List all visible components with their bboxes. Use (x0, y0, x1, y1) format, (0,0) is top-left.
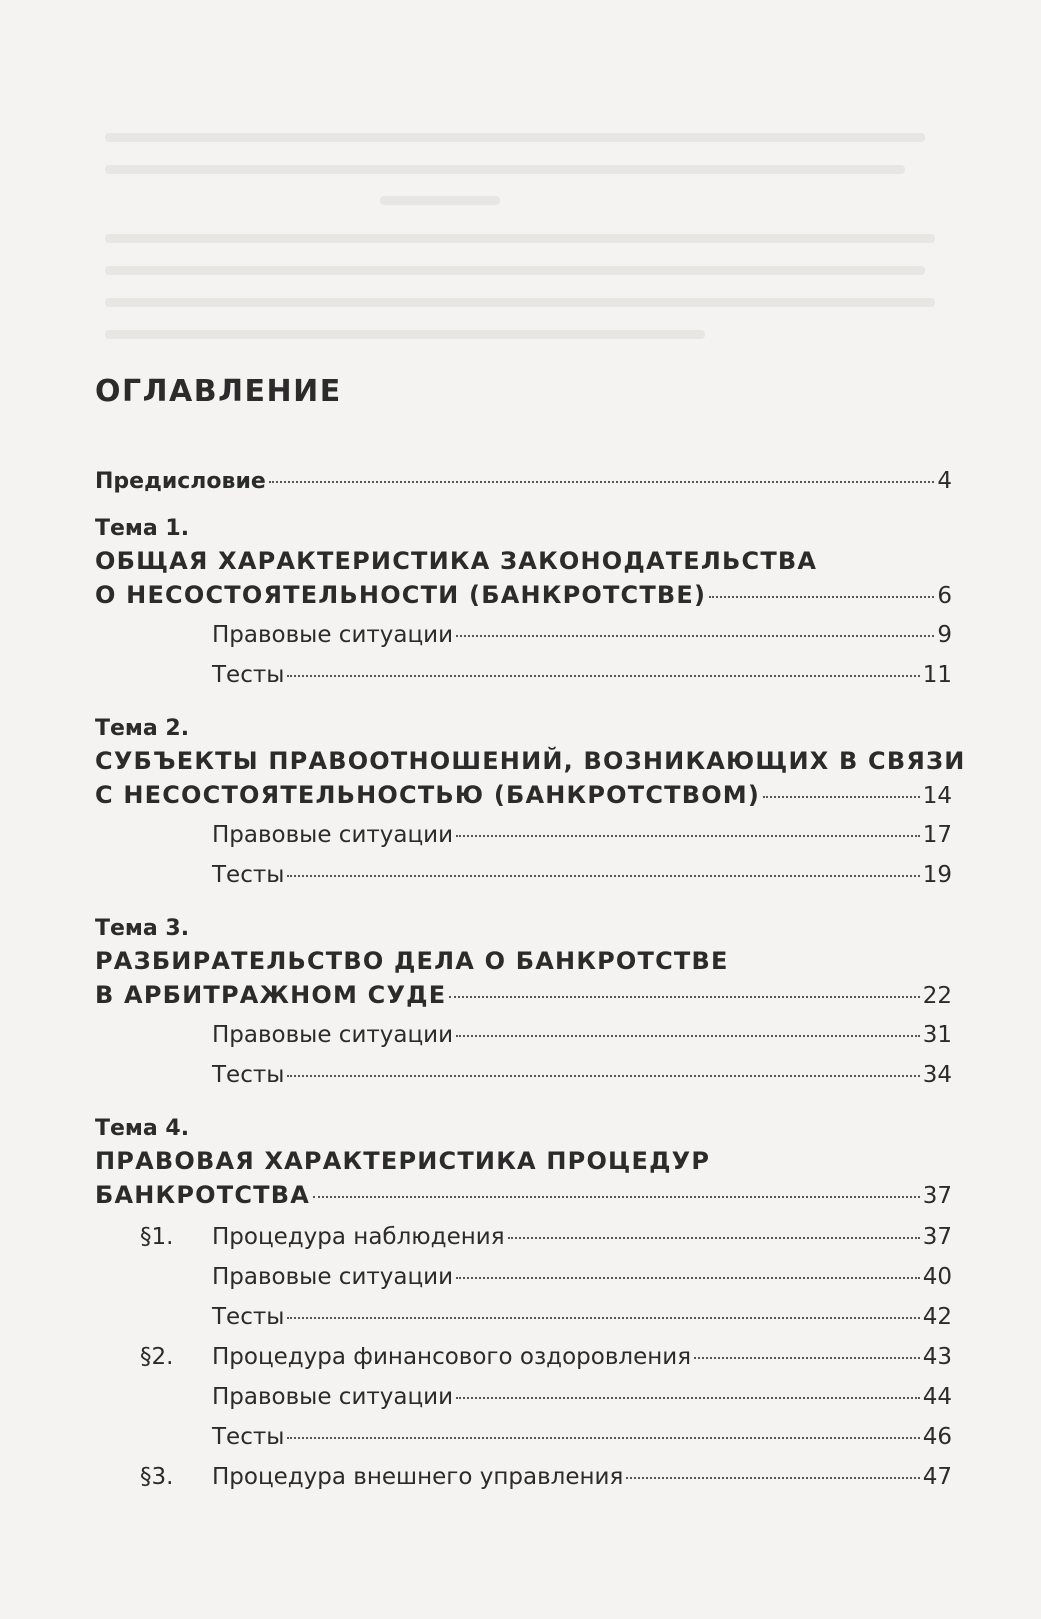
entry-label: Правовые ситуации (212, 822, 454, 848)
dot-leader (456, 1277, 920, 1279)
show-through-line (105, 133, 925, 142)
toc-title: ОГЛАВЛЕНИЕ (95, 374, 342, 409)
toc-entry-subitem[interactable] (212, 1060, 952, 1090)
entry-label: Тесты (212, 662, 285, 688)
toc-entry-section-2[interactable] (212, 1342, 952, 1372)
toc-entry-subitem[interactable] (212, 1422, 952, 1452)
entry-label: Тесты (212, 1062, 285, 1088)
topic-title-line: С НЕСОСТОЯТЕЛЬНОСТЬЮ (БАНКРОТСТВОМ) (95, 781, 761, 809)
page-number: 37 (922, 1224, 952, 1250)
toc-entry-subitem[interactable] (212, 860, 952, 890)
toc-entry-subitem[interactable] (212, 1382, 952, 1412)
dot-leader (763, 796, 920, 798)
topic-title-line: РАЗБИРАТЕЛЬСТВО ДЕЛА О БАНКРОТСТВЕ (95, 947, 729, 975)
topic-title-line: О НЕСОСТОЯТЕЛЬНОСТИ (БАНКРОТСТВЕ) (95, 581, 707, 609)
show-through-line (380, 196, 500, 205)
show-through-line (105, 330, 705, 339)
toc-entry-subitem[interactable] (212, 620, 952, 650)
page-number: 22 (922, 983, 952, 1009)
toc-entry-subitem[interactable] (212, 1302, 952, 1332)
dot-leader (313, 1196, 920, 1198)
entry-label: Тесты (212, 1304, 285, 1330)
topic-label: Тема 1. (95, 516, 190, 541)
entry-label: Правовые ситуации (212, 1022, 454, 1048)
dot-leader (287, 1317, 919, 1319)
toc-entry-section-3[interactable] (212, 1462, 952, 1492)
toc-entry-subitem[interactable] (212, 820, 952, 850)
toc-entry-topic-1[interactable] (95, 580, 952, 611)
toc-entry-subitem[interactable] (212, 1262, 952, 1292)
entry-label: Процедура наблюдения (212, 1224, 505, 1250)
dot-leader (287, 875, 919, 877)
topic-title-line: ПРАВОВАЯ ХАРАКТЕРИСТИКА ПРОЦЕДУР (95, 1147, 711, 1175)
toc-entry-topic-2[interactable] (95, 780, 952, 811)
page-number: 4 (937, 468, 952, 494)
dot-leader (287, 675, 919, 677)
page-number: 42 (922, 1304, 952, 1330)
toc-entry-topic-3[interactable] (95, 980, 952, 1011)
page-number: 34 (922, 1062, 952, 1088)
topic-label: Тема 3. (95, 916, 190, 941)
page-number: 37 (922, 1183, 952, 1209)
entry-label: Предисловие (95, 469, 266, 494)
page-number: 46 (922, 1424, 952, 1450)
page-number: 19 (922, 862, 952, 888)
entry-label: Тесты (212, 862, 285, 888)
page-number: 17 (922, 822, 952, 848)
show-through-line (105, 298, 935, 307)
dot-leader (709, 596, 934, 598)
page-number: 9 (937, 622, 952, 648)
dot-leader (287, 1075, 919, 1077)
topic-label: Тема 2. (95, 716, 190, 741)
entry-label: Тесты (212, 1424, 285, 1450)
topic-title-line: В АРБИТРАЖНОМ СУДЕ (95, 981, 447, 1009)
dot-leader (269, 481, 935, 483)
show-through-line (105, 165, 905, 174)
page-number: 40 (922, 1264, 952, 1290)
dot-leader (694, 1357, 920, 1359)
dot-leader (508, 1237, 920, 1239)
topic-title-line: БАНКРОТСТВА (95, 1181, 310, 1209)
page-number: 44 (922, 1384, 952, 1410)
toc-entry-subitem[interactable] (212, 660, 952, 690)
entry-label: Процедура финансового оздоровления (212, 1344, 692, 1370)
topic-label: Тема 4. (95, 1116, 190, 1141)
dot-leader (456, 635, 934, 637)
page-number: 43 (922, 1344, 952, 1370)
page-number: 14 (922, 783, 952, 809)
dot-leader (626, 1477, 919, 1479)
dot-leader (456, 1397, 920, 1399)
section-number: §1. (140, 1224, 174, 1250)
show-through-line (105, 266, 925, 275)
toc-entry-subitem[interactable] (212, 1020, 952, 1050)
section-number: §2. (140, 1344, 174, 1370)
entry-label: Правовые ситуации (212, 1264, 454, 1290)
entry-label: Правовые ситуации (212, 622, 454, 648)
page-number: 47 (922, 1464, 952, 1490)
toc-entry-preface[interactable] (95, 466, 952, 497)
toc-entry-topic-4[interactable] (95, 1180, 952, 1211)
entry-label: Процедура внешнего управления (212, 1464, 624, 1490)
topic-title-line: ОБЩАЯ ХАРАКТЕРИСТИКА ЗАКОНОДАТЕЛЬСТВА (95, 547, 818, 575)
show-through-line (105, 234, 935, 243)
dot-leader (456, 835, 920, 837)
topic-title-line: СУБЪЕКТЫ ПРАВООТНОШЕНИЙ, ВОЗНИКАЮЩИХ В СВЯЗИ (95, 747, 966, 775)
toc-entry-section-1[interactable] (212, 1222, 952, 1252)
dot-leader (449, 996, 919, 998)
page-number: 31 (922, 1022, 952, 1048)
dot-leader (287, 1437, 919, 1439)
entry-label: Правовые ситуации (212, 1384, 454, 1410)
section-number: §3. (140, 1464, 174, 1490)
page-number: 6 (937, 583, 952, 609)
page-number: 11 (922, 662, 952, 688)
dot-leader (456, 1035, 920, 1037)
